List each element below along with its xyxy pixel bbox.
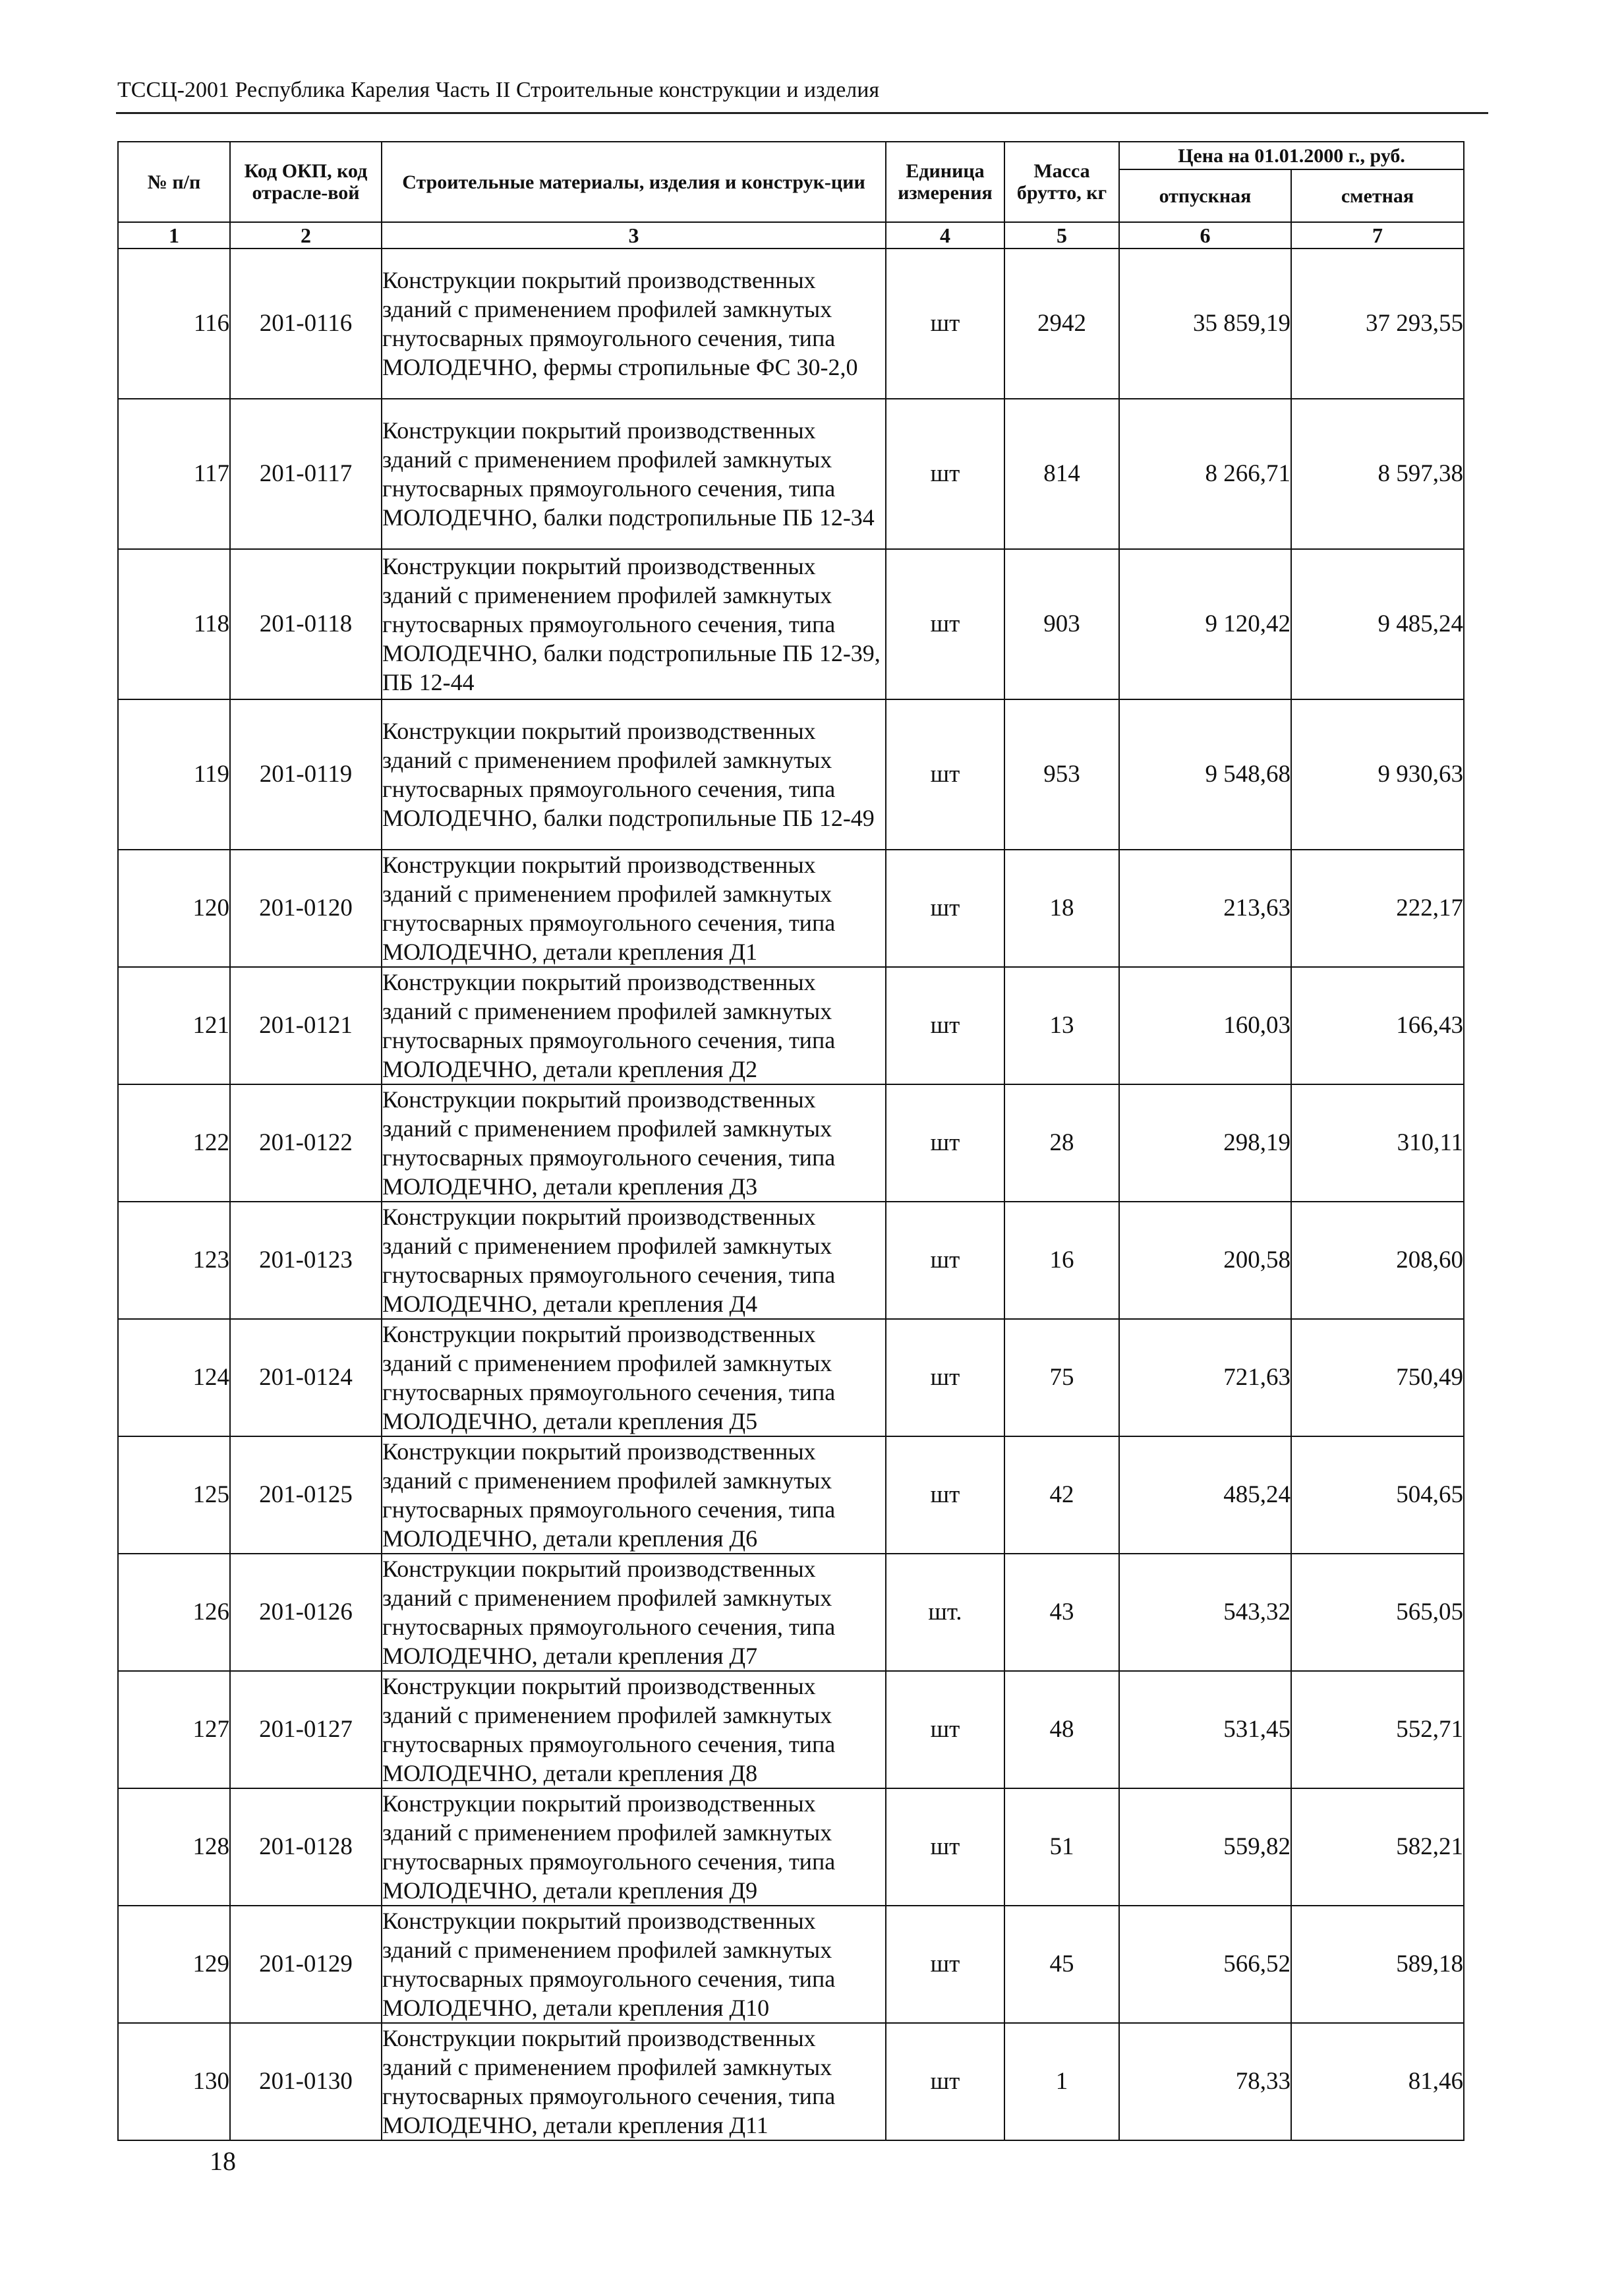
row-price-release: 485,24 bbox=[1119, 1436, 1291, 1554]
row-mass: 45 bbox=[1004, 1906, 1119, 2023]
row-price-estimate: 166,43 bbox=[1291, 967, 1464, 1084]
column-number: 6 bbox=[1119, 222, 1291, 249]
row-description: Конструкции покрытий производственных зданий с применением профилей замкнутых гнутосварных прямоугольного сечения, типа МОЛОДЕЧНО, детали крепления Д2 bbox=[382, 967, 886, 1084]
row-code: 201-0123 bbox=[230, 1202, 382, 1319]
row-description: Конструкции покрытий производственных зданий с применением профилей замкнутых гнутосварных прямоугольного сечения, типа МОЛОДЕЧНО, детали крепления Д5 bbox=[382, 1319, 886, 1436]
table-row bbox=[118, 699, 1464, 850]
row-number: 117 bbox=[118, 399, 230, 549]
row-price-release: 200,58 bbox=[1119, 1202, 1291, 1319]
row-number: 116 bbox=[118, 249, 230, 399]
row-number: 129 bbox=[118, 1906, 230, 2023]
row-number: 122 bbox=[118, 1084, 230, 1202]
row-description: Конструкции покрытий производственных зданий с применением профилей замкнутых гнутосварных прямоугольного сечения, типа МОЛОДЕЧНО, балки подстропильные ПБ 12-39, ПБ 12-44 bbox=[382, 549, 886, 699]
row-code: 201-0119 bbox=[230, 699, 382, 850]
table-row bbox=[118, 1788, 1464, 1906]
row-number: 127 bbox=[118, 1671, 230, 1788]
row-price-estimate: 310,11 bbox=[1291, 1084, 1464, 1202]
row-price-estimate: 504,65 bbox=[1291, 1436, 1464, 1554]
header-materials: Строительные материалы, изделия и конструк-ции bbox=[382, 142, 886, 222]
row-price-release: 531,45 bbox=[1119, 1671, 1291, 1788]
row-price-estimate: 552,71 bbox=[1291, 1671, 1464, 1788]
header-price-group: Цена на 01.01.2000 г., руб. bbox=[1119, 142, 1464, 169]
row-unit: шт bbox=[886, 850, 1004, 967]
row-number: 128 bbox=[118, 1788, 230, 1906]
row-code: 201-0130 bbox=[230, 2023, 382, 2140]
row-code: 201-0129 bbox=[230, 1906, 382, 2023]
row-mass: 13 bbox=[1004, 967, 1119, 1084]
row-code: 201-0120 bbox=[230, 850, 382, 967]
page-number: 18 bbox=[210, 2146, 236, 2176]
row-price-release: 78,33 bbox=[1119, 2023, 1291, 2140]
row-price-release: 8 266,71 bbox=[1119, 399, 1291, 549]
column-number: 7 bbox=[1291, 222, 1464, 249]
row-description: Конструкции покрытий производственных зданий с применением профилей замкнутых гнутосварных прямоугольного сечения, типа МОЛОДЕЧНО, детали крепления Д4 bbox=[382, 1202, 886, 1319]
row-mass: 1 bbox=[1004, 2023, 1119, 2140]
row-code: 201-0127 bbox=[230, 1671, 382, 1788]
row-description: Конструкции покрытий производственных зданий с применением профилей замкнутых гнутосварных прямоугольного сечения, типа МОЛОДЕЧНО, детали крепления Д9 bbox=[382, 1788, 886, 1906]
row-code: 201-0124 bbox=[230, 1319, 382, 1436]
row-unit: шт bbox=[886, 1084, 1004, 1202]
row-description: Конструкции покрытий производственных зданий с применением профилей замкнутых гнутосварных прямоугольного сечения, типа МОЛОДЕЧНО, детали крепления Д10 bbox=[382, 1906, 886, 2023]
row-price-estimate: 582,21 bbox=[1291, 1788, 1464, 1906]
row-unit: шт bbox=[886, 967, 1004, 1084]
row-unit: шт bbox=[886, 2023, 1004, 2140]
header-mass: Масса брутто, кг bbox=[1004, 142, 1119, 222]
header-price-estimate: сметная bbox=[1291, 169, 1464, 222]
row-price-estimate: 81,46 bbox=[1291, 2023, 1464, 2140]
row-description: Конструкции покрытий производственных зданий с применением профилей замкнутых гнутосварных прямоугольного сечения, типа МОЛОДЕЧНО, фермы стропильные ФС 30-2,0 bbox=[382, 249, 886, 399]
row-description: Конструкции покрытий производственных зданий с применением профилей замкнутых гнутосварных прямоугольного сечения, типа МОЛОДЕЧНО, детали крепления Д3 bbox=[382, 1084, 886, 1202]
row-price-estimate: 750,49 bbox=[1291, 1319, 1464, 1436]
row-description: Конструкции покрытий производственных зданий с применением профилей замкнутых гнутосварных прямоугольного сечения, типа МОЛОДЕЧНО, детали крепления Д11 bbox=[382, 2023, 886, 2140]
row-code: 201-0116 bbox=[230, 249, 382, 399]
row-unit: шт bbox=[886, 1319, 1004, 1436]
row-mass: 903 bbox=[1004, 549, 1119, 699]
row-price-release: 35 859,19 bbox=[1119, 249, 1291, 399]
column-number: 1 bbox=[118, 222, 230, 249]
row-price-release: 721,63 bbox=[1119, 1319, 1291, 1436]
row-mass: 2942 bbox=[1004, 249, 1119, 399]
row-price-release: 213,63 bbox=[1119, 850, 1291, 967]
table-row bbox=[118, 1671, 1464, 1788]
row-number: 126 bbox=[118, 1554, 230, 1671]
row-number: 120 bbox=[118, 850, 230, 967]
row-unit: шт bbox=[886, 549, 1004, 699]
row-description: Конструкции покрытий производственных зданий с применением профилей замкнутых гнутосварных прямоугольного сечения, типа МОЛОДЕЧНО, детали крепления Д7 bbox=[382, 1554, 886, 1671]
page-header-title: ТССЦ-2001 Республика Карелия Часть II Строительные конструкции и изделия bbox=[117, 78, 880, 102]
row-number: 124 bbox=[118, 1319, 230, 1436]
table-row bbox=[118, 967, 1464, 1084]
row-mass: 953 bbox=[1004, 699, 1119, 850]
row-price-release: 566,52 bbox=[1119, 1906, 1291, 2023]
price-table bbox=[117, 141, 1464, 2141]
row-code: 201-0118 bbox=[230, 549, 382, 699]
column-number: 2 bbox=[230, 222, 382, 249]
row-unit: шт bbox=[886, 399, 1004, 549]
table-row bbox=[118, 1084, 1464, 1202]
row-unit: шт bbox=[886, 1788, 1004, 1906]
row-unit: шт bbox=[886, 249, 1004, 399]
header-divider bbox=[116, 112, 1488, 114]
table-row bbox=[118, 850, 1464, 967]
row-price-estimate: 8 597,38 bbox=[1291, 399, 1464, 549]
row-unit: шт bbox=[886, 1202, 1004, 1319]
header-code: Код ОКП, код отрасле-вой bbox=[230, 142, 382, 222]
row-number: 118 bbox=[118, 549, 230, 699]
row-description: Конструкции покрытий производственных зданий с применением профилей замкнутых гнутосварных прямоугольного сечения, типа МОЛОДЕЧНО, детали крепления Д1 bbox=[382, 850, 886, 967]
row-code: 201-0128 bbox=[230, 1788, 382, 1906]
table-body bbox=[118, 249, 1464, 2140]
row-price-estimate: 37 293,55 bbox=[1291, 249, 1464, 399]
row-code: 201-0122 bbox=[230, 1084, 382, 1202]
header-unit: Единица измерения bbox=[886, 142, 1004, 222]
row-price-release: 160,03 bbox=[1119, 967, 1291, 1084]
column-number: 4 bbox=[886, 222, 1004, 249]
row-price-release: 9 548,68 bbox=[1119, 699, 1291, 850]
row-number: 119 bbox=[118, 699, 230, 850]
row-number: 121 bbox=[118, 967, 230, 1084]
row-description: Конструкции покрытий производственных зданий с применением профилей замкнутых гнутосварных прямоугольного сечения, типа МОЛОДЕЧНО, детали крепления Д6 bbox=[382, 1436, 886, 1554]
table-row bbox=[118, 249, 1464, 399]
row-price-release: 543,32 bbox=[1119, 1554, 1291, 1671]
table-header bbox=[118, 142, 1464, 249]
row-price-estimate: 208,60 bbox=[1291, 1202, 1464, 1319]
row-unit: шт bbox=[886, 1671, 1004, 1788]
table-row bbox=[118, 1906, 1464, 2023]
row-code: 201-0117 bbox=[230, 399, 382, 549]
row-code: 201-0125 bbox=[230, 1436, 382, 1554]
row-number: 130 bbox=[118, 2023, 230, 2140]
row-number: 123 bbox=[118, 1202, 230, 1319]
column-number: 5 bbox=[1004, 222, 1119, 249]
row-code: 201-0126 bbox=[230, 1554, 382, 1671]
table-row bbox=[118, 1554, 1464, 1671]
header-no: № п/п bbox=[118, 142, 230, 222]
row-unit: шт bbox=[886, 1436, 1004, 1554]
row-description: Конструкции покрытий производственных зданий с применением профилей замкнутых гнутосварных прямоугольного сечения, типа МОЛОДЕЧНО, детали крепления Д8 bbox=[382, 1671, 886, 1788]
row-number: 125 bbox=[118, 1436, 230, 1554]
row-mass: 16 bbox=[1004, 1202, 1119, 1319]
row-description: Конструкции покрытий производственных зданий с применением профилей замкнутых гнутосварных прямоугольного сечения, типа МОЛОДЕЧНО, балки подстропильные ПБ 12-49 bbox=[382, 699, 886, 850]
row-unit: шт bbox=[886, 1906, 1004, 2023]
column-number: 3 bbox=[382, 222, 886, 249]
table-row bbox=[118, 549, 1464, 699]
row-mass: 75 bbox=[1004, 1319, 1119, 1436]
row-mass: 51 bbox=[1004, 1788, 1119, 1906]
row-mass: 18 bbox=[1004, 850, 1119, 967]
row-mass: 28 bbox=[1004, 1084, 1119, 1202]
row-unit: шт. bbox=[886, 1554, 1004, 1671]
row-price-estimate: 9 930,63 bbox=[1291, 699, 1464, 850]
row-price-estimate: 222,17 bbox=[1291, 850, 1464, 967]
row-price-estimate: 9 485,24 bbox=[1291, 549, 1464, 699]
row-mass: 42 bbox=[1004, 1436, 1119, 1554]
row-price-estimate: 565,05 bbox=[1291, 1554, 1464, 1671]
header-price-release: отпускная bbox=[1119, 169, 1291, 222]
row-price-release: 298,19 bbox=[1119, 1084, 1291, 1202]
row-mass: 43 bbox=[1004, 1554, 1119, 1671]
table-row bbox=[118, 2023, 1464, 2140]
table-row bbox=[118, 1319, 1464, 1436]
row-description: Конструкции покрытий производственных зданий с применением профилей замкнутых гнутосварных прямоугольного сечения, типа МОЛОДЕЧНО, балки подстропильные ПБ 12-34 bbox=[382, 399, 886, 549]
table-row bbox=[118, 1202, 1464, 1319]
row-price-release: 559,82 bbox=[1119, 1788, 1291, 1906]
row-price-release: 9 120,42 bbox=[1119, 549, 1291, 699]
table-row bbox=[118, 399, 1464, 549]
row-price-estimate: 589,18 bbox=[1291, 1906, 1464, 2023]
row-code: 201-0121 bbox=[230, 967, 382, 1084]
row-unit: шт bbox=[886, 699, 1004, 850]
row-mass: 48 bbox=[1004, 1671, 1119, 1788]
table-row bbox=[118, 1436, 1464, 1554]
row-mass: 814 bbox=[1004, 399, 1119, 549]
